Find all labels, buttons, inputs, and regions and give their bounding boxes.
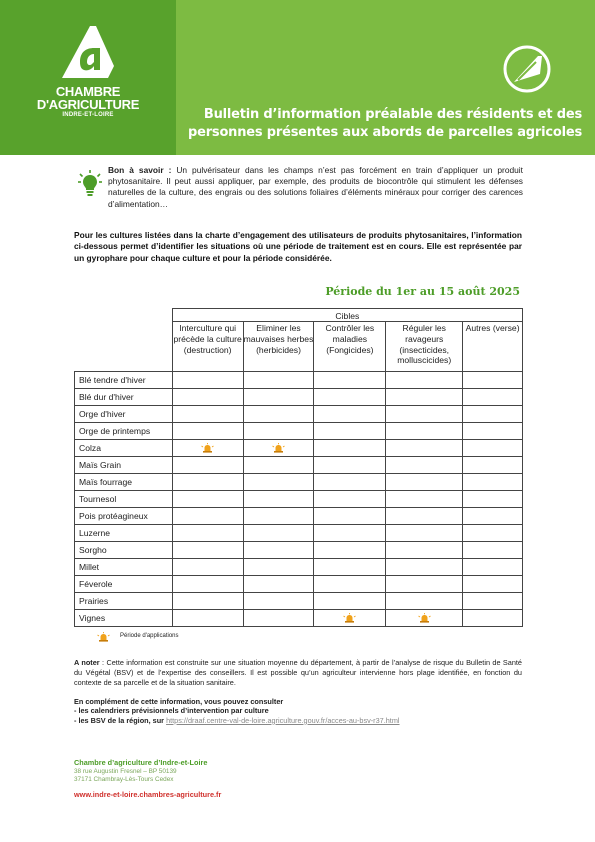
table-cell [386,593,463,610]
table-cell [243,457,314,474]
crop-name: Sorgho [75,542,173,559]
table-cell [386,508,463,525]
info-text: Un pulvérisateur dans les champs n’est pas forcément en train d’appliquer un produit phytosanitaire. Il peut aussi appliquer, par exemple, des produits de biocontrôle qui stimulent les défenses naturelles de la culture, des engrais ou des solutions foliaires d’éléments minéraux pour corriger des carences d’alimentation… [108,165,523,209]
complement-line-1: En complément de cette information, vous pouvez consulter [74,697,284,706]
column-header: Autres (verse) [463,322,523,372]
table-cell [243,525,314,542]
table-cell [243,440,314,457]
table-cell [172,474,243,491]
table-row [75,491,523,508]
table-cell [463,542,523,559]
crop-name: Luzerne [75,525,173,542]
logo-text-chambre: CHAMBRE [55,84,121,99]
table-cell [172,542,243,559]
table-cell [314,406,386,423]
intro-paragraph: Pour les cultures listées dans la charte d’engagement des utilisateurs de produits phytosanitaires, l’information ci-dessous permet d’identifier les situations où une période de traitement est en cours. Elle est représentée par un gyrophare pour chaque culture et pour la période considérée. [74,230,522,263]
beacon-icon [201,443,214,453]
legend-text: Période d'applications [120,633,179,639]
table-cell [172,593,243,610]
table-cell [463,406,523,423]
table-cell [314,440,386,457]
table-cell [386,576,463,593]
crop-name: Féverole [75,576,173,593]
complement-line-3 [74,716,522,725]
table-cell [172,389,243,406]
table-cell [314,542,386,559]
bsv-link[interactable]: https://draaf.centre-val-de-loire.agriculture.gouv.fr/acces-au-bsv-r37.html [166,715,400,725]
table-cell [314,372,386,389]
footer-address-1: 38 rue Augustin Fresnel – BP 50139 [74,768,177,775]
table-cell [172,508,243,525]
crop-name: Vignes [75,610,173,627]
table-row [75,576,523,593]
crop-name: Tournesol [75,491,173,508]
info-box [108,165,523,210]
logo-text-agriculture: D'AGRICULTURE [36,97,140,112]
table-cell [243,423,314,440]
table-cell [314,576,386,593]
table-cell [314,559,386,576]
table-row [75,474,523,491]
column-header: Eliminer les mauvaises herbes (herbicides) [243,322,314,372]
table-row [75,440,523,457]
title-line-2: personnes présentes aux abords de parcelles agricoles [187,125,582,140]
table-cell [463,559,523,576]
complement-line-3-prefix: - les BSV de la région, sur [74,715,167,725]
table-cell [243,610,314,627]
table-cell [314,423,386,440]
table-cell [386,474,463,491]
complement-line-2: - les calendriers prévisionnels d’intervention par culture [74,706,269,716]
crop-name: Blé dur d'hiver [75,389,173,406]
note-label: A noter [74,658,100,667]
table-cell [386,423,463,440]
footer-website[interactable]: www.indre-et-loire.chambres-agriculture.fr [74,790,222,799]
title-line-1: Bulletin d’information préalable des résidents et des [203,107,582,122]
table-cell [386,542,463,559]
table-cell [243,389,314,406]
table-cell [314,474,386,491]
table-cell [172,457,243,474]
crop-name: Pois protéagineux [75,508,173,525]
table-cell [386,610,463,627]
footer-address-2: 37171 Chambray-Lès-Tours Cedex [74,776,174,783]
column-header: Contrôler les maladies (Fongicides) [314,322,386,372]
table-body [75,372,523,627]
logo-text-department: INDRE-ET-LOIRE [62,112,114,118]
table-cell [463,389,523,406]
table-row [75,423,523,440]
column-header: Interculture qui précède la culture (destruction) [172,322,243,372]
table-cell [386,372,463,389]
chambre-agriculture-logo-icon [56,22,120,82]
table-cell [386,491,463,508]
table-cell [314,610,386,627]
table-cell [386,440,463,457]
table-cell [243,542,314,559]
table-row [75,457,523,474]
table-cell [314,389,386,406]
crop-name: Maïs fourrage [75,474,173,491]
crop-name: Colza [75,440,173,457]
table-cell [172,610,243,627]
table-cell [243,372,314,389]
circle-arrow-icon [502,44,552,94]
beacon-icon [343,613,356,623]
info-label: Bon à savoir : [108,165,172,175]
table-cell [243,508,314,525]
table-cell [463,525,523,542]
table-cell [463,474,523,491]
logo-block [0,0,176,155]
complement-block [74,697,522,725]
crop-name: Maïs Grain [75,457,173,474]
table-row [75,610,523,627]
table-cell [172,525,243,542]
table-cell [243,576,314,593]
crop-name: Prairies [75,593,173,610]
table-cell [314,593,386,610]
table-cell [386,559,463,576]
table-cell [243,491,314,508]
table-corner [75,309,173,372]
footer-org-name: Chambre d’agriculture d’Indre-et-Loire [74,758,208,767]
table-row [75,525,523,542]
table-cell [463,423,523,440]
table-cell [172,406,243,423]
beacon-icon [418,613,431,623]
table-row [75,406,523,423]
beacon-icon [97,632,110,642]
treatment-table [74,308,523,627]
table-cell [463,491,523,508]
table-cell [172,576,243,593]
table-group-header: Cibles [172,309,522,322]
table-cell [386,406,463,423]
table-cell [314,525,386,542]
table-cell [314,508,386,525]
table-cell [172,372,243,389]
note-paragraph [74,658,522,688]
table-cell [314,491,386,508]
table-cell [172,559,243,576]
table-cell [243,593,314,610]
beacon-icon [272,443,285,453]
table-cell [386,525,463,542]
table-cell [243,474,314,491]
table-row [75,508,523,525]
table-row [75,389,523,406]
table-cell [172,491,243,508]
bulletin-title [186,106,582,142]
table-cell [463,576,523,593]
header-banner [0,0,595,155]
table-cell [243,406,314,423]
crop-name: Blé tendre d'hiver [75,372,173,389]
lightbulb-icon [78,170,102,198]
note-text: : Cette information est construite sur une situation moyenne du département, à partir de l’analyse de risque du Bulletin de Santé du Végétal (BSV) et de l’expertise des conseillers. Il est possible qu’un agriculteur intervienne hors plage identifiée, en fonction du contexte de sa parcelle et de la situation sanitaire. [74,658,522,687]
table-cell [172,423,243,440]
table-cell [463,610,523,627]
column-header: Réguler les ravageurs (insecticides, molluscicides) [386,322,463,372]
table-cell [172,440,243,457]
table-row [75,542,523,559]
table-row [75,372,523,389]
table-row [75,559,523,576]
table-cell [243,559,314,576]
table-row [75,593,523,610]
period-title: Période du 1er au 15 août 2025 [325,285,520,298]
crop-name: Millet [75,559,173,576]
crop-name: Orge d'hiver [75,406,173,423]
table-cell [463,372,523,389]
table-cell [314,457,386,474]
table-cell [463,593,523,610]
table-cell [386,389,463,406]
crop-name: Orge de printemps [75,423,173,440]
table-cell [386,457,463,474]
table-cell [463,457,523,474]
table-cell [463,440,523,457]
table-cell [463,508,523,525]
